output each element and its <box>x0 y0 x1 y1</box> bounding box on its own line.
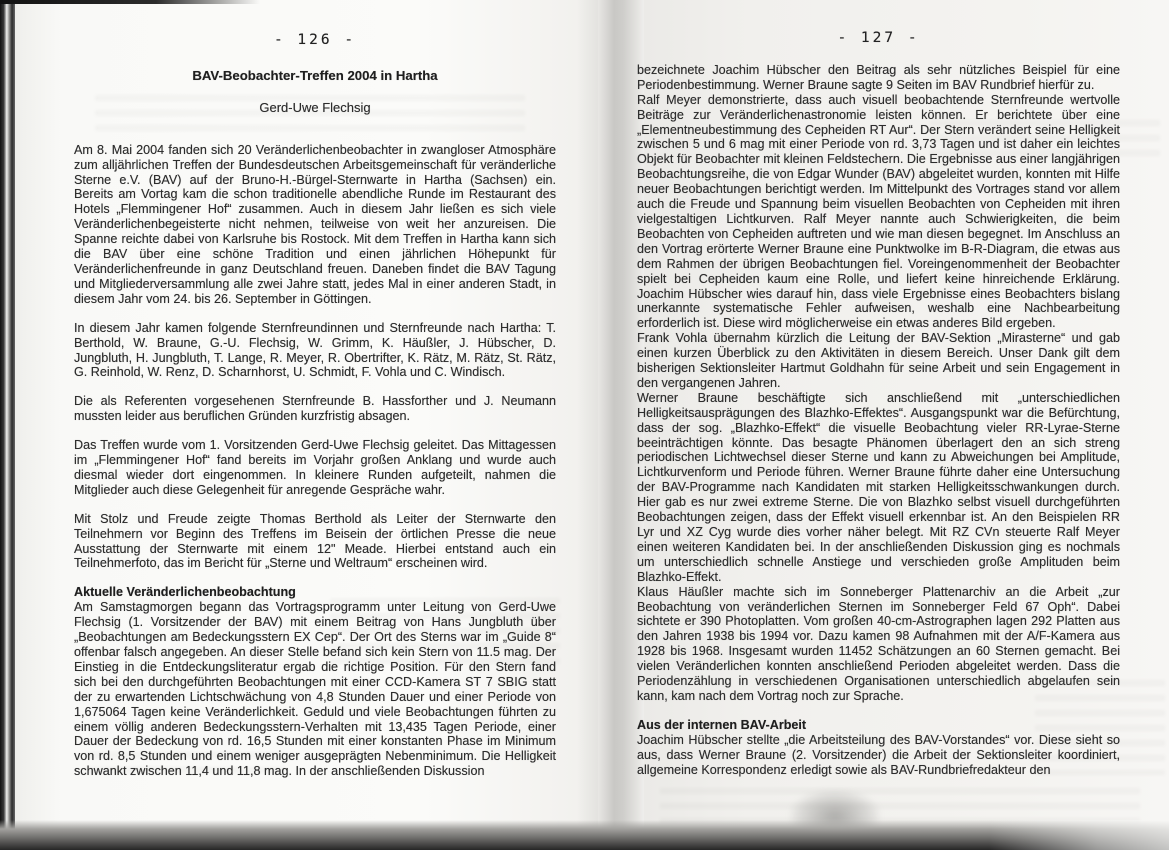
left-paragraph-4: Das Treffen wurde vom 1. Vorsitzenden Gerd-Uwe Flechsig geleitet. Das Mittagessen im „Flemmingener Hof“ fand bereits im Vorjahr großen Anklang und wurde auch diesmal wieder dort eingenommen. In kleinere Runden aufgeteilt, nahmen die Mitglieder auch diese Gelegenheit für anregende Gespräche wahr. <box>74 438 556 497</box>
right-paragraph-2: Ralf Meyer demonstrierte, dass auch visuell beobachtende Sternfreunde wertvolle Beiträge zur Veränderlichenastronomie leisten können. Er berichtete über eine „Elementneubestimmung des Cepheiden RT Aur“. Der Stern verändert seine Helligkeit zwischen 5 und 6 mag mit einer Periode von rd. 3,73 Tagen und ist daher ein leichtes Objekt für Beobachter mit kleinen Feldstechern. Die Ergebnisse aus einer langjährigen Beobachtungsreihe, die von Edgar Wunder (BAV) abgeleitet wurden, konnten mit Hilfe neuer Beobachtungen berichtigt werden. Im Mittelpunkt des Vortrages stand vor allem auch die Freude und Spannung beim visuellen Beobachten von Cepheiden mit ihren vielgestaltigen Lichtkurven. Ralf Meyer nannte auch Schwierigkeiten, die beim Beobachten von Cepheiden auftreten und wie man diesen begegnet. Im Anschluss an den Vortrag erörterte Werner Braune eine Punktwolke im B-R-Diagram, die etwas aus dem Rahmen der übrigen Beobachtungen fiel. Voreingenommenheit der Beobachter spielt bei Cepheiden kaum eine Rolle, und liefert keine hinreichende Erklärung. Joachim Hübscher wies darauf hin, dass viele Ergebnisse eines Beobachters bislang unerkannte systematische Fehler aufweisen, weshalb eine Nachbearbeitung erforderlich ist. Diese wird möglicherweise ein etwas anderes Bild ergeben. <box>637 92 1120 331</box>
right-paragraph-6: Joachim Hübscher stellte „die Arbeitsteilung des BAV-Vorstandes“ vor. Diese sieht so aus, dass Werner Braune (2. Vorsitzender) die Arbeit der Sektionsleiter koordiniert, allgemeine Korrespondenz erledigt sowie als BAV-Rundbriefredakteur den <box>637 732 1120 777</box>
right-paragraph-5: Klaus Häußler machte sich im Sonneberger Plattenarchiv an die Arbeit „zur Beobachtung von veränderlichen Sternen im Sonneberger Feld 67 Oph“. Dabei sichtete er 390 Photoplatten. Vom großen 40-cm-Astrographen lagen 292 Platten aus den Jahren 1938 bis 1994 vor. Dazu kamen 98 Aufnahmen mit der A/F-Kamera aus 1928 bis 1968. Insgesamt wurden 11452 Schätzungen an 60 Sternen gemacht. Bei vielen Veränderlichen konnten anschließend Perioden abgeleitet werden. Dass die Periodenzählung in verschiedenen Organisationen unterschiedlich abgelaufen sein kann, kam nach dem Vortrag noch zur Sprache. <box>637 584 1120 703</box>
right-paragraph-3: Frank Vohla übernahm kürzlich die Leitung der BAV-Sektion „Mirasterne“ und gab einen kurzen Überblick zu den Aktivitäten in diesem Bereich. Unser Dank gilt dem bisherigen Sektionsleiter Hartmut Goldhahn für seine Arbeit und sein Engagement in den vergangenen Jahren. <box>637 331 1120 390</box>
left-page-number: - 126 - <box>273 32 357 48</box>
right-paragraph-1: bezeichnete Joachim Hübscher den Beitrag als sehr nützliches Beispiel für eine Periodenbestimmung. Werner Braune sagte 9 Seiten im BAV Rundbrief hierfür zu. <box>637 62 1120 92</box>
left-paragraph-3: Die als Referenten vorgesehenen Sternfreunde B. Hassforther und J. Neumann mussten leider aus beruflichen Gründen kurzfristig absagen. <box>74 394 556 424</box>
right-page-number: - 127 - <box>837 30 920 46</box>
article-title: BAV-Beobachter-Treffen 2004 in Hartha <box>192 67 438 83</box>
article-author: Gerd-Uwe Flechsig <box>259 99 371 115</box>
left-paragraph-1: Am 8. Mai 2004 fanden sich 20 Veränderlichenbeobachter in zwangloser Atmosphäre zum alljährlichen Treffen der Bundesdeutschen Arbeitsgemeinschaft für veränderliche Sterne e.V. (BAV) auf der Bruno-H.-Bürgel-Sternwarte in Hartha (Sachsen) ein. Bereits am Vortag kam die schon traditionelle abendliche Runde im Restaurant des Hotels „Flemmingener Hof“ zusammen. Auch in diesem Jahr ließen es sich viele Veränderlichenbegeisterte nicht nehmen, teilweise von weit her anzureisen. Die Spanne reichte dabei von Karlsruhe bis Rostock. Mit dem Treffen in Hartha kann sich die BAV über eine schöne Tradition und einen jährlichen Höhepunkt für Veränderlichenfreunde in ganz Deutschland freuen. Daneben findet die BAV Tagung und Mitgliederversammlung alle zwei Jahre statt, jedes Mal in einer anderen Stadt, in diesem Jahr vom 24. bis 26. September in Göttingen. <box>74 142 556 306</box>
binding-edge-strip <box>0 0 15 850</box>
right-paragraph-4: Werner Braune beschäftigte sich anschließend mit „unterschiedlichen Helligkeitsausprägungen des Blazhko-Effektes“. Ausgangspunkt war die Befürchtung, dass der sog. „Blazhko-Effekt“ die visuelle Beobachtung vieler RR-Lyrae-Sterne beeinträchtigen könnte. Das besagte Phänomen überlagert den an sich streng periodischen Lichtwechsel dieser Sterne und kann zu Abweichungen bei Amplitude, Lichtkurvenform und Periode führen. Werner Braune führte daher eine Untersuchung der BAV-Programme nach Kandidaten mit starken Helligkeitsschwankungen durch. Hier gab es nur zwei extreme Sterne. Die von Blazhko selbst visuell durchgeführten Beobachtungen zeigen, dass der Effekt visuell erkennbar ist. An den Beispielen RR Lyr und XZ Cyg wurde dies vorher näher belegt. Mit RZ CVn steuerte Ralf Meyer einen weiteren Kandidaten bei. In der anschließenden Diskussion ging es nochmals um unterschiedlich schnelle Anstiege und verschieden große Amplituden beim Blazhko-Effekt. <box>637 390 1120 584</box>
section-heading-aktuelle-veraenderlichenbeobachtung: Aktuelle Veränderlichenbeobachtung <box>74 585 296 600</box>
left-paragraph-6: Am Samstagmorgen begann das Vortragsprogramm unter Leitung von Gerd-Uwe Flechsig (1. Vorsitzender der BAV) mit einem Beitrag von Hans Jungbluth über „Beobachtungen am Bedeckungsstern EX Cep“. Der Ort des Sterns war im „Guide 8“ offenbar falsch angegeben. An dieser Stelle befand sich kein Stern von 11.5 mag. Der Einstieg in die Entdeckungsliteratur ergab die richtige Position. Für den Stern fand sich bei den durchgeführten Beobachtungen mit einer CCD-Kamera ST 7 SBIG statt der zu erwartenden Lichtschwächung von 4,8 Stunden Dauer und einer Periode von 1,675064 Tagen keine Veränderlichkeit. Geduld und viele Beobachtungen führten zu einem völlig anderen Bedeckungsstern-Verhalten mit 13,435 Tagen Periode, einer Dauer der Bedeckung von rd. 16,5 Stunden mit einer konstanten Phase im Minimum von rd. 8,5 Stunden und einem weniger ausgeprägten Nebenminimum. Die Helligkeit schwankt zwischen 11,4 und 11,8 mag. In der anschließenden Diskussion <box>74 600 556 779</box>
scan-bottom-shadow-fade <box>989 820 1169 850</box>
right-page-column <box>637 0 1120 778</box>
left-page-column <box>74 0 556 779</box>
left-paragraph-2: In diesem Jahr kamen folgende Sternfreundinnen und Sternfreunde nach Hartha: T. Berthold, W. Braune, G.-U. Flechsig, W. Grimm, K. Häußler, J. Hübscher, D. Jungbluth, H. Jungbluth, T. Lange, R. Meyer, R. Obertrifter, K. Rätz, M. Rätz, St. Rätz, G. Reinhold, W. Renz, D. Scharnhorst, U. Schmidt, F. Vohla und C. Windisch. <box>74 320 556 380</box>
section-heading-aus-der-internen-bav-arbeit: Aus der internen BAV-Arbeit <box>637 717 807 732</box>
left-paragraph-5: Mit Stolz und Freude zeigte Thomas Berthold als Leiter der Sternwarte den Teilnehmern vor Beginn des Treffens im Beisein der örtlichen Presse die neue Ausstattung der Sternwarte mit einem 12" Meade. Hierbei entstand auch ein Teilnehmerfoto, das im Bericht für „Sterne und Weltraum“ erscheinen wird. <box>74 511 556 571</box>
